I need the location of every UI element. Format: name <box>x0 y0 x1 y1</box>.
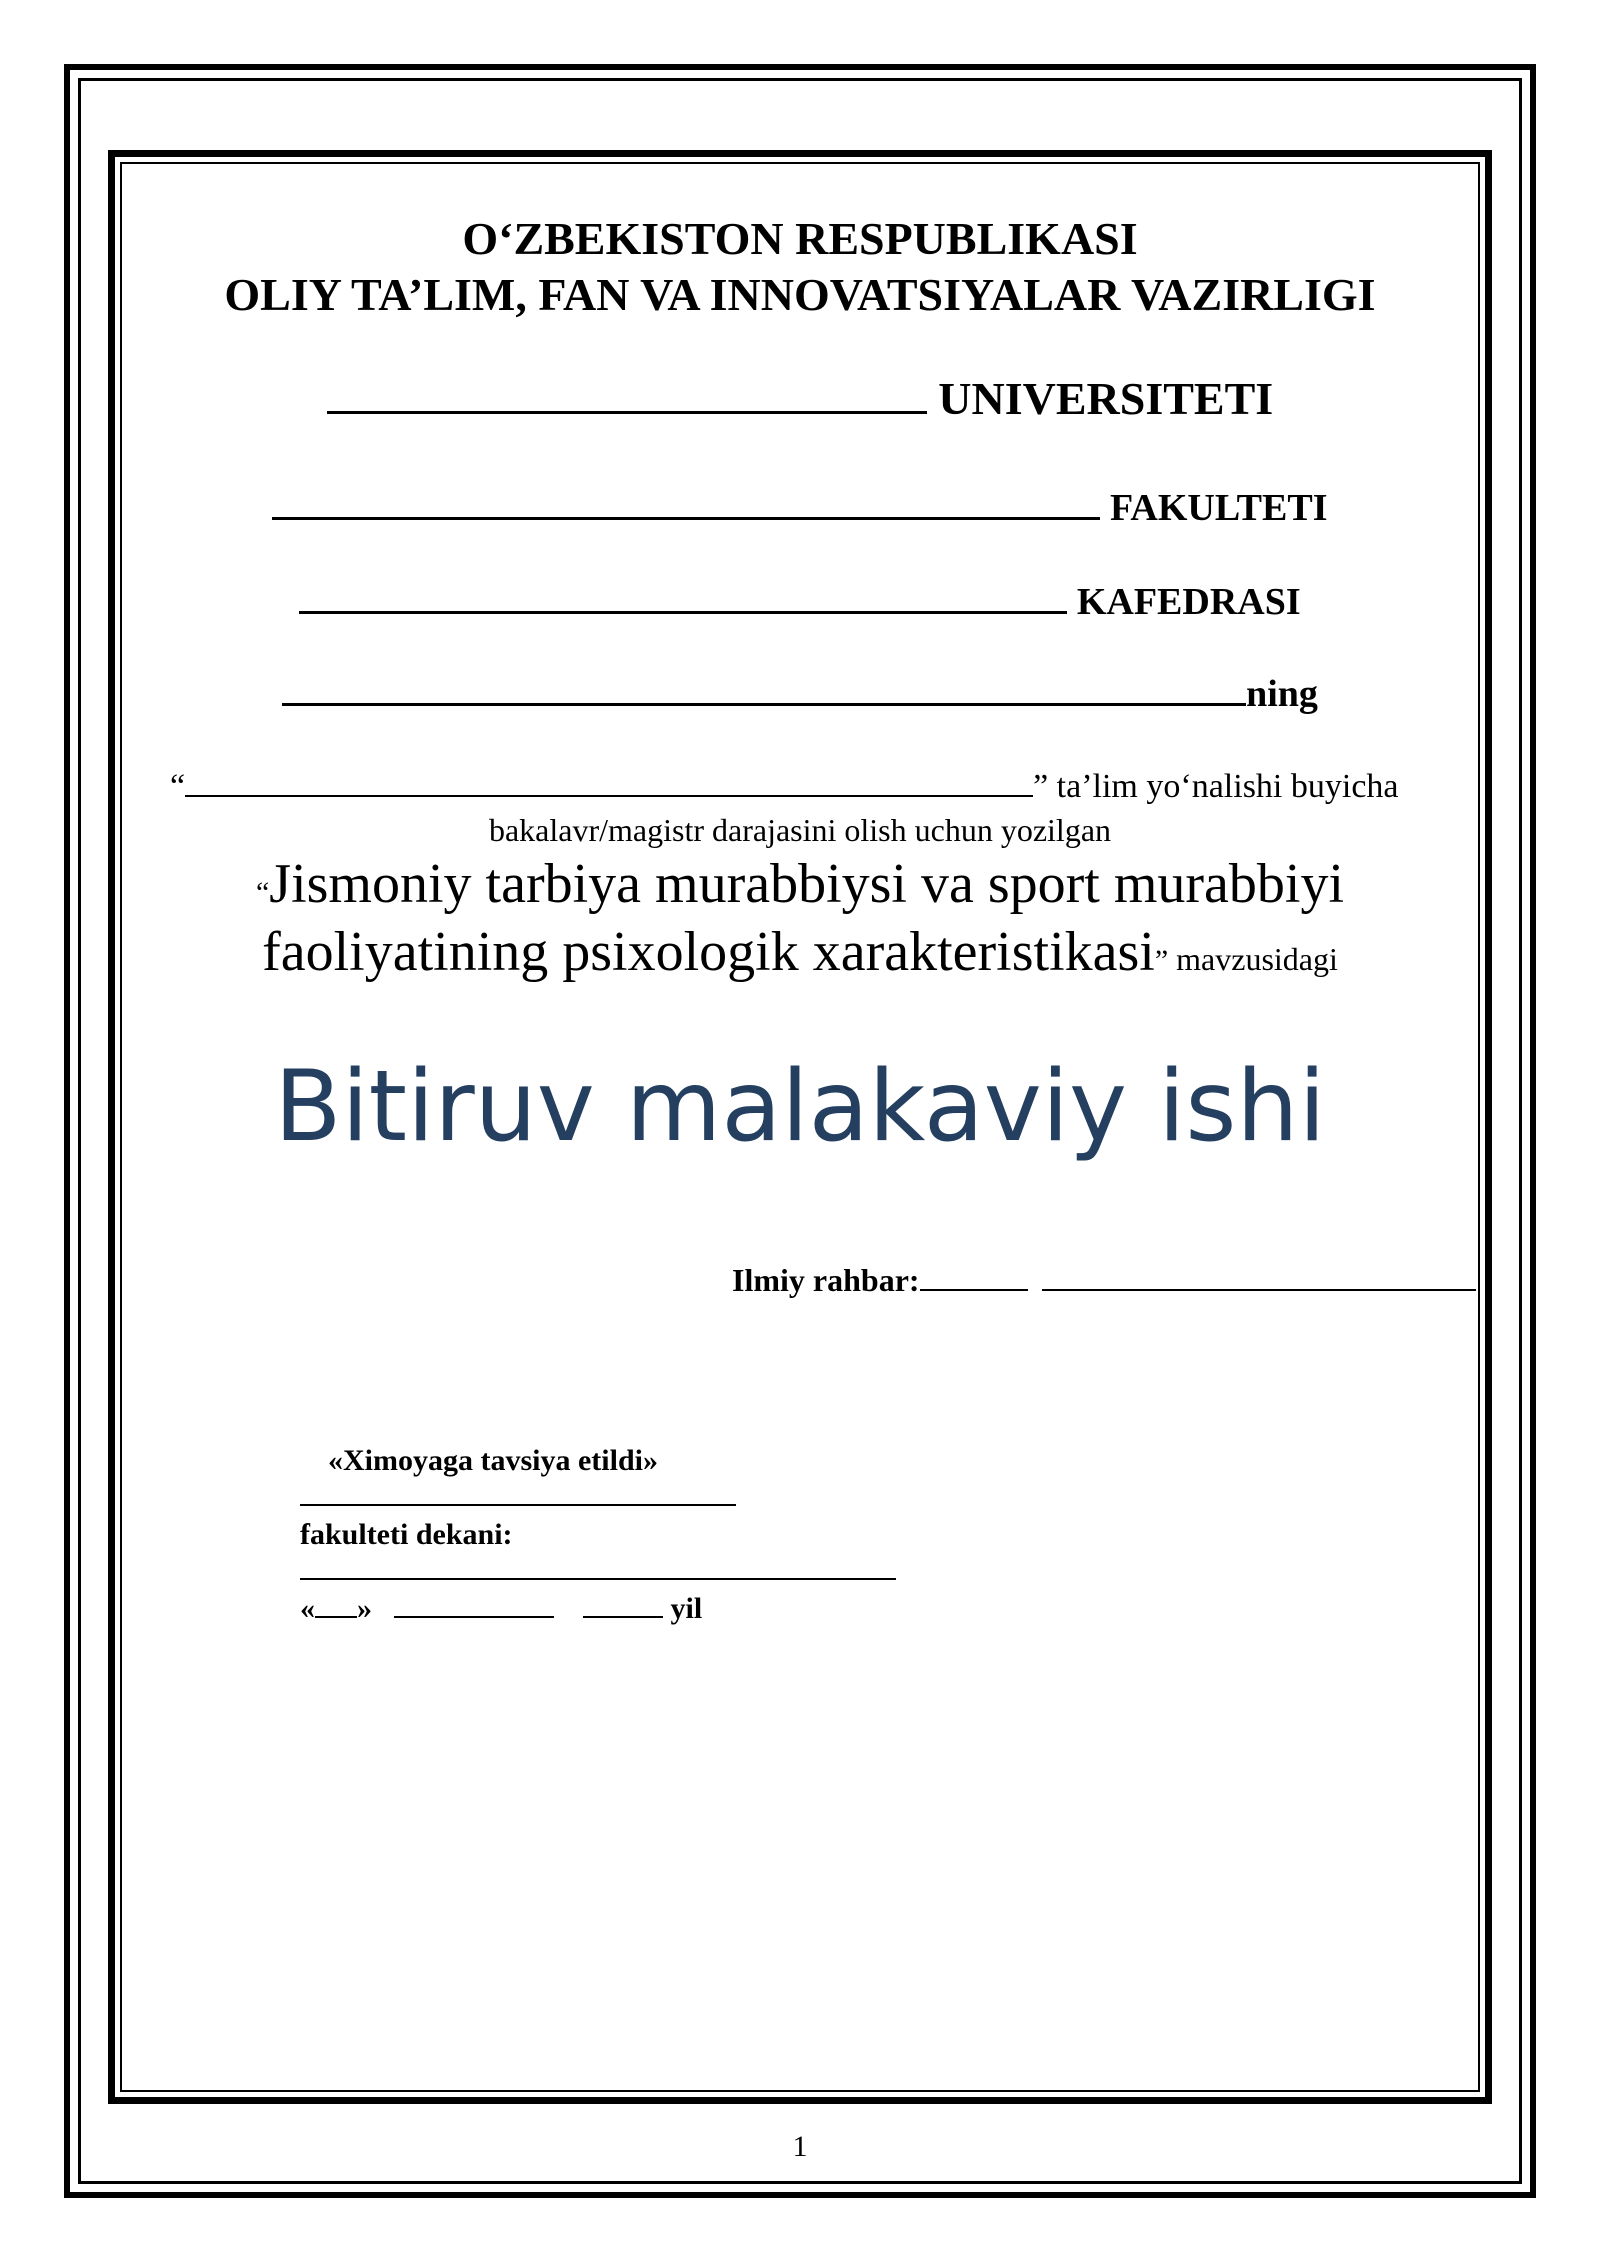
direction-row <box>170 768 1399 806</box>
header-ministry: OLIY TA’LIM, FAN VA INNOVATSIYALAR VAZIRLIGI <box>224 269 1376 320</box>
degree-text: bakalavr/magistr darajasini olish uchun yozilgan <box>488 812 1112 848</box>
supervisor-blank-long[interactable] <box>1042 1289 1476 1291</box>
author-row <box>0 672 1600 716</box>
university-row <box>0 372 1600 425</box>
page-number: 1 <box>792 2130 808 2163</box>
date-close-quote: » <box>357 1592 372 1625</box>
direction-text: ” ta’lim yo‘nalishi buyicha <box>1033 768 1399 805</box>
supervisor-label: Ilmiy rahbar: <box>732 1262 920 1298</box>
dean-name-blank[interactable] <box>300 1544 896 1580</box>
faculty-name-blank[interactable] <box>300 1470 736 1506</box>
dean-label: fakulteti dekani: <box>300 1518 513 1551</box>
topic-text-1: Jismoniy tarbiya murabbiysi va sport murabbiyi <box>269 853 1345 915</box>
supervisor-blank-short[interactable] <box>920 1289 1028 1291</box>
author-blank[interactable] <box>282 703 1246 706</box>
month-blank[interactable] <box>394 1616 554 1618</box>
topic-suffix: mavzusidagi <box>1168 941 1338 977</box>
author-suffix: ning <box>1246 673 1318 715</box>
university-label: UNIVERSITETI <box>938 373 1274 424</box>
day-blank[interactable] <box>315 1616 357 1618</box>
date-row <box>300 1592 702 1626</box>
topic-close-quote: ” <box>1154 944 1169 977</box>
year-label: yil <box>670 1592 703 1625</box>
approval-heading: «Ximoyaga tavsiya etildi» <box>328 1444 658 1477</box>
topic-text-2: faoliyatining psixologik xarakteristikasi <box>262 921 1155 983</box>
department-row <box>0 580 1600 624</box>
faculty-row <box>0 486 1600 530</box>
department-blank[interactable] <box>299 611 1067 614</box>
topic-open-quote: “ <box>255 876 270 909</box>
header-country: O‘ZBEKISTON RESPUBLIKASI <box>462 213 1138 264</box>
faculty-blank[interactable] <box>272 517 1100 520</box>
university-blank[interactable] <box>327 411 927 414</box>
direction-blank[interactable] <box>185 795 1033 797</box>
direction-open-quote: “ <box>170 768 186 805</box>
approval-blank-1 <box>300 1470 736 1514</box>
supervisor-row <box>732 1262 1476 1299</box>
approval-blank-2 <box>300 1544 896 1588</box>
document-title: Bitiruv malakaviy ishi <box>274 1050 1326 1164</box>
topic-line-2 <box>0 920 1600 984</box>
department-label: KAFEDRASI <box>1076 581 1301 623</box>
year-blank[interactable] <box>583 1616 663 1618</box>
topic-line-1 <box>0 852 1600 916</box>
faculty-label: FAKULTETI <box>1109 487 1328 529</box>
date-open-quote: « <box>300 1592 315 1625</box>
